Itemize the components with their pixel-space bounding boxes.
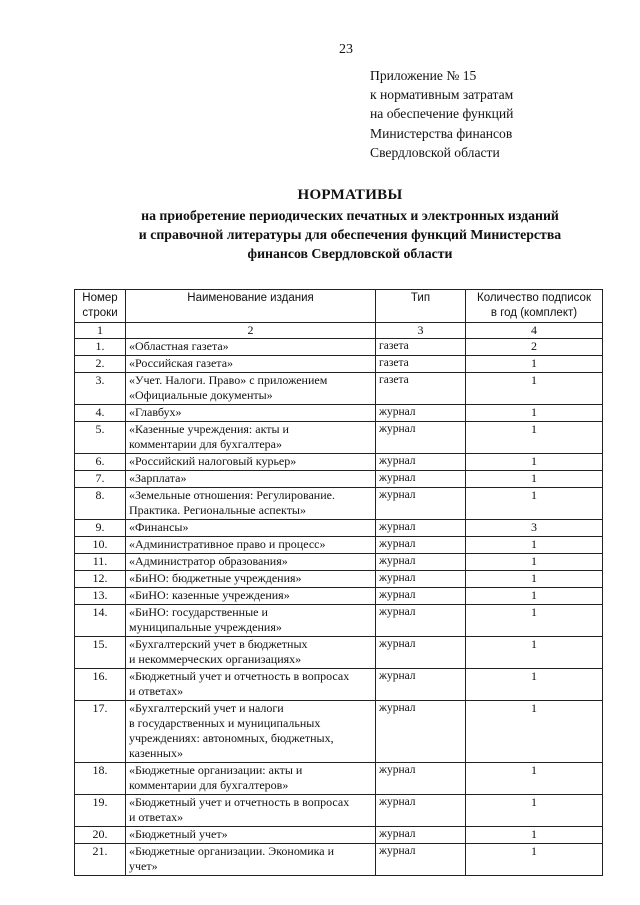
row-number: 19. [75,795,126,827]
publication-name [126,405,376,422]
table-row [75,422,603,454]
title-main: НОРМАТИВЫ [297,187,403,203]
header-type: Тип [376,290,466,323]
row-number: 8. [75,488,126,520]
publication-name-line: учреждениях: автономных, бюджетных, [129,731,334,745]
publication-name [126,827,376,844]
appendix-line: на обеспечение функций [370,106,514,122]
table-row [75,588,603,605]
publication-name [126,520,376,537]
publication-type: журнал [376,827,466,844]
publication-name [126,356,376,373]
publication-name-line: «Бюджетные организации: акты и [129,763,303,777]
publication-name [126,488,376,520]
publication-type: журнал [376,844,466,876]
table-row [75,571,603,588]
index-cell: 1 [75,323,126,339]
table-row [75,471,603,488]
row-number: 16. [75,669,126,701]
publication-type: журнал [376,554,466,571]
subscription-count: 1 [466,422,603,454]
publication-name-line: «Официальные документы» [129,388,273,402]
publication-name [126,554,376,571]
publication-type: журнал [376,669,466,701]
publication-type: журнал [376,605,466,637]
publication-name-line: казенных» [129,746,183,760]
publication-name-line: «Администратор образования» [129,554,288,568]
table-row [75,605,603,637]
row-number: 3. [75,373,126,405]
publication-name-line: и ответах» [129,810,184,824]
subscription-count: 1 [466,844,603,876]
publication-name-line: «Земельные отношения: Регулирование. [129,488,335,502]
row-number: 18. [75,763,126,795]
publication-type: журнал [376,588,466,605]
table-row [75,405,603,422]
appendix-block [370,66,630,162]
publication-type: журнал [376,571,466,588]
table-row [75,669,603,701]
publication-name [126,701,376,763]
row-number: 1. [75,339,126,356]
publication-type: журнал [376,488,466,520]
subscription-count: 1 [466,605,603,637]
publication-name [126,763,376,795]
publication-name-line: «Российский налоговый курьер» [129,454,297,468]
index-cell: 4 [466,323,603,339]
subscription-count: 1 [466,571,603,588]
publication-name [126,605,376,637]
publication-name-line: «БиНО: государственные и [129,605,268,619]
row-number: 20. [75,827,126,844]
publication-name [126,588,376,605]
table-row [75,554,603,571]
table-row [75,795,603,827]
subscription-count: 1 [466,763,603,795]
subscription-count: 1 [466,637,603,669]
publication-type: журнал [376,405,466,422]
publication-name [126,637,376,669]
subscription-count: 2 [466,339,603,356]
publication-name [126,422,376,454]
title-line: финансов Свердловской области [247,246,453,261]
row-number: 5. [75,422,126,454]
publication-name-line: «БиНО: бюджетные учреждения» [129,571,302,585]
row-number: 12. [75,571,126,588]
publication-name-line: и некоммерческих организациях» [129,652,302,666]
subscription-count: 1 [466,373,603,405]
publication-name [126,454,376,471]
appendix-line: Приложение № 15 [370,68,477,83]
subscription-count: 1 [466,356,603,373]
header-name: Наименование издания [126,290,376,323]
appendix-line: Министерства финансов [370,125,513,141]
publication-name [126,537,376,554]
publication-type: газета [376,339,466,356]
publication-type: журнал [376,637,466,669]
publication-name-line: комментарии для бухгалтеров» [129,778,289,792]
publication-name-line: «Российская газета» [129,356,234,370]
row-number: 9. [75,520,126,537]
publication-type: журнал [376,454,466,471]
publication-name [126,795,376,827]
publication-name-line: «Бюджетные организации. Экономика и [129,844,335,858]
row-number: 15. [75,637,126,669]
publication-name [126,844,376,876]
title-line: на приобретение периодических печатных и электронных изданий [141,208,559,223]
table-row [75,373,603,405]
publication-name-line: учет» [129,859,158,873]
publication-name [126,471,376,488]
publication-name-line: «Учет. Налоги. Право» с приложением [129,373,328,387]
subscription-count: 1 [466,795,603,827]
publication-name-line: «Административное право и процесс» [129,537,326,551]
publication-name [126,669,376,701]
table-row [75,827,603,844]
table-header-row [75,290,603,323]
publication-name-line: «Главбух» [129,405,182,419]
table-row [75,537,603,554]
publication-name-line: «Зарплата» [129,471,187,485]
publication-name-line: комментарии для бухгалтера» [129,437,282,451]
table-index-row [75,323,603,339]
publication-type: журнал [376,795,466,827]
table-row [75,701,603,763]
page-number: 23 [339,42,353,57]
publication-name [126,339,376,356]
publication-type: журнал [376,763,466,795]
publication-name [126,373,376,405]
publication-type: журнал [376,537,466,554]
publication-type: журнал [376,471,466,488]
publication-name-line: Практика. Региональные аспекты» [129,503,306,517]
title-line: и справочной литературы для обеспечения функций Министерства [138,227,562,242]
norms-table [74,289,603,876]
subscription-count: 1 [466,537,603,554]
publication-type: журнал [376,520,466,537]
table-row [75,356,603,373]
row-number: 17. [75,701,126,763]
table-row [75,339,603,356]
table-row [75,637,603,669]
row-number: 4. [75,405,126,422]
publication-name-line: и ответах» [129,684,184,698]
publication-name-line: «Финансы» [129,520,189,534]
index-cell: 2 [126,323,376,339]
publication-type: журнал [376,701,466,763]
subscription-count: 3 [466,520,603,537]
table-row [75,520,603,537]
header-qty: Количество подписок в год (комплект) [466,290,603,323]
table-row [75,844,603,876]
publication-name-line: «Бухгалтерский учет и налоги [129,701,284,715]
appendix-line: к нормативным затратам [370,87,514,103]
publication-name-line: муниципальные учреждения» [129,620,282,634]
publication-name-line: «Областная газета» [129,339,229,353]
row-number: 11. [75,554,126,571]
publication-name-line: «БиНО: казенные учреждения» [129,588,290,602]
publication-name-line: «Бюджетный учет» [129,827,228,841]
row-number: 6. [75,454,126,471]
row-number: 14. [75,605,126,637]
publication-name-line: «Бюджетный учет и отчетность в вопросах [129,795,350,809]
publication-type: газета [376,373,466,405]
document-title [60,186,640,263]
publication-name-line: «Казенные учреждения: акты и [129,422,289,436]
index-cell: 3 [376,323,466,339]
subscription-count: 1 [466,701,603,763]
subscription-count: 1 [466,488,603,520]
table-row [75,763,603,795]
publication-type: журнал [376,422,466,454]
subscription-count: 1 [466,827,603,844]
row-number: 7. [75,471,126,488]
table-row [75,488,603,520]
subscription-count: 1 [466,669,603,701]
header-num: Номер строки [75,290,126,323]
appendix-line: Свердловской области [370,144,500,160]
subscription-count: 1 [466,588,603,605]
table-row [75,454,603,471]
publication-name-line: «Бухгалтерский учет в бюджетных [129,637,308,651]
publication-type: газета [376,356,466,373]
subscription-count: 1 [466,554,603,571]
row-number: 10. [75,537,126,554]
row-number: 2. [75,356,126,373]
publication-name-line: «Бюджетный учет и отчетность в вопросах [129,669,350,683]
subscription-count: 1 [466,405,603,422]
subscription-count: 1 [466,454,603,471]
publication-name [126,571,376,588]
row-number: 21. [75,844,126,876]
subscription-count: 1 [466,471,603,488]
row-number: 13. [75,588,126,605]
publication-name-line: в государственных и муниципальных [129,716,321,730]
